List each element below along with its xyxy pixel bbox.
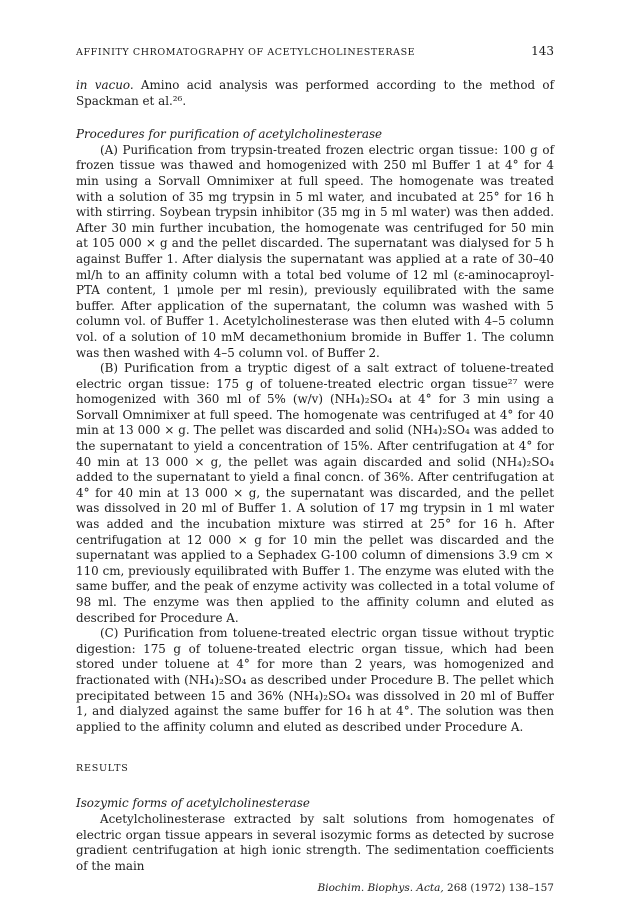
intro-paragraph [76, 78, 554, 109]
results-heading: RESULTS [76, 763, 129, 775]
paper-page [76, 44, 554, 894]
results-subtitle: Isozymic forms of acetylcholinesterase [76, 796, 310, 811]
procedure-c-paragraph: (C) Purification from toluene-treated electric organ tissue without tryptic digestion: 175 g of toluene-treated electric organ tissue, which had been stored under toluene at 4° for more than 2 years, was homogenized and fractionated with (NH₄)₂SO₄ as described under Procedure B. The pellet which precipitated between 15 and 36% (NH₄)₂SO₄ was dissolved in 20 ml of Buffer 1, and dialyzed against the same buffer for 16 h at 4°. The solution was then applied to the affinity column and eluted as described under Procedure A. [76, 626, 554, 734]
procedure-a-paragraph: (A) Purification from trypsin-treated frozen electric organ tissue: 100 g of frozen tissue was thawed and homogenized with 250 ml Buffer 1 at 4° for 4 min using a Sorvall Omnimixer at full speed. The homogenate was treated with a solution of 35 mg trypsin in 5 ml water, and incubated at 25° for 16 h with stirring. Soybean trypsin inhibitor (35 mg in 5 ml water) was then added. After 30 min further incubation, the homogenate was centrifuged for 50 min at 105 000 × g and the pellet discarded. The supernatant was dialysed for 5 h against Buffer 1. After dialysis the supernatant was applied at a rate of 30–40 ml/h to an affinity column with a total bed volume of 12 ml (ε-aminocaproyl-PTA content, 1 μmole per ml resin), previously equilibrated with the same buffer. After application of the supernatant, the column was washed with 5 column vol. of Buffer 1. Acetylcholinesterase was then eluted with 4–5 column vol. of a solution of 10 mM decamethonium bromide in Buffer 1. The column was then washed with 4–5 column vol. of Buffer 2. [76, 142, 554, 360]
journal-name: Biochim. Biophys. Acta, [317, 882, 444, 895]
running-header [76, 44, 554, 58]
journal-footer [76, 882, 554, 894]
procedure-b-paragraph: (B) Purification from a tryptic digest of a salt extract of toluene-treated electric organ tissue: 175 g of toluene-treated electric organ tissue²⁷ were homogenized with 360 ml of 5% (w/v) (NH₄)₂SO₄ at 4° for 3 min using a Sorvall Omnimixer at full speed. The homogenate was centrifuged at 4° for 40 min at 13 000 × g. The pellet was discarded and solid (NH₄)₂SO₄ was added to the supernatant to yield a concentration of 15%. After centrifugation at 4° for 40 min at 13 000 × g, the pellet was again discarded and solid (NH₄)₂SO₄ added to the supernatant to yield a final concn. of 36%. After centrifugation at 4° for 40 min at 13 000 × g, the supernatant was discarded, and the pellet was dissolved in 20 ml of Buffer 1. A solution of 17 mg trypsin in 1 ml water was added and the incubation mixture was stirred at 25° for 16 h. After centrifugation at 12 000 × g for 10 min the pellet was discarded and the supernatant was applied to a Sephadex G-100 column of dimensions 3.9 cm × 110 cm, previously equilibrated with Buffer 1. The enzyme was eluted with the same buffer, and the peak of enzyme activity was collected in a total volume of 98 ml. The enzyme was then applied to the affinity column and eluted as described for Procedure A. [76, 361, 554, 625]
procedures-title: Procedures for purification of acetylcholinesterase [76, 127, 383, 142]
intro-text: Amino acid analysis was performed according to the method of Spackman et al.²⁶. [76, 78, 554, 108]
page-number: 143 [531, 44, 554, 58]
running-title: AFFINITY CHROMATOGRAPHY OF ACETYLCHOLINESTERASE [76, 47, 416, 58]
journal-reference: 268 (1972) 138–157 [443, 882, 554, 895]
results-paragraph: Acetylcholinesterase extracted by salt solutions from homogenates of electric organ tissue appears in several isozymic forms as detected by sucrose gradient centrifugation at high ionic strength. The sedimentation coefficients of the main [76, 811, 554, 873]
intro-italic: in vacuo. [76, 78, 134, 92]
